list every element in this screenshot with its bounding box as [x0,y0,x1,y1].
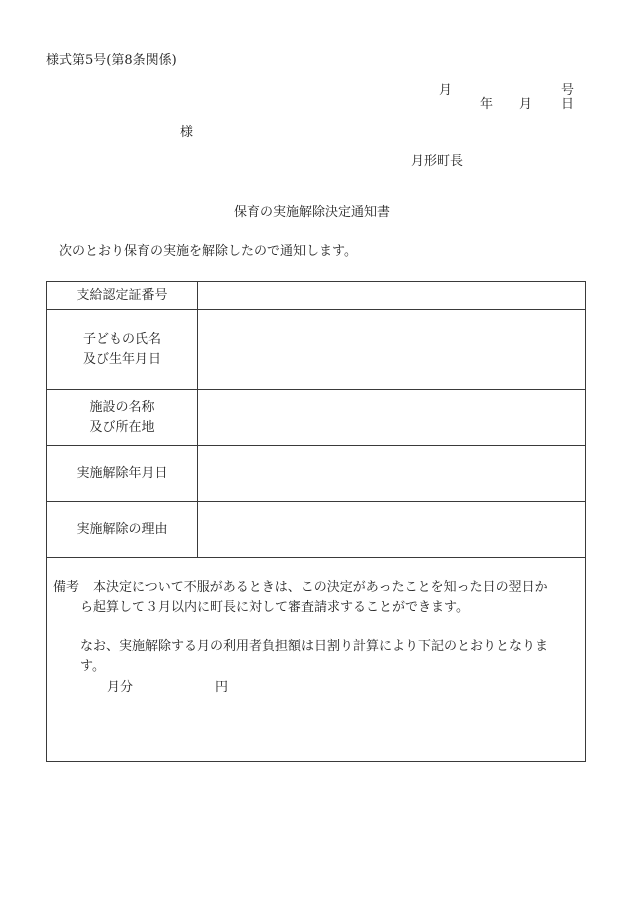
document-number-suffix: 号 [561,83,575,98]
document-title: 保育の実施解除決定通知書 [234,205,391,220]
table-row [47,558,586,762]
remarks-section [47,558,586,762]
yen-label: 円 [215,680,229,695]
table-row [47,310,586,390]
remarks-line-3: なお、実施解除する月の利用者負担額は日割り計算により下記のとおりとなりま [80,639,549,654]
value-termination-date [198,446,586,502]
remarks-line-1: 本決定について不服があるときは、この決定があったことを知った日の翌日か [93,580,548,595]
label-certificate-number: 支給認定証番号 [47,282,198,310]
date-day-label: 日 [561,97,575,112]
value-facility-name-address [198,390,586,446]
date-year-label: 年 [480,97,494,112]
remarks-line-4: す。 [80,659,105,674]
table-row [47,446,586,502]
value-certificate-number [198,282,586,310]
issuer-name: 月形町長 [411,154,464,169]
label-facility-name-address: 施設の名称 及び所在地 [47,390,198,446]
document-number-month: 月 [439,83,453,98]
table-row [47,282,586,310]
label-child-name-birthdate: 子どもの氏名 及び生年月日 [47,310,198,390]
remarks-heading: 備考 [53,580,80,595]
label-termination-date: 実施解除年月日 [47,446,198,502]
intro-text: 次のとおり保育の実施を解除したので通知します。 [59,244,357,259]
addressee-honorific: 様 [180,125,194,140]
table-row [47,502,586,558]
label-termination-reason: 実施解除の理由 [47,502,198,558]
value-termination-reason [198,502,586,558]
table-row [47,390,586,446]
date-month-label: 月 [519,97,533,112]
month-portion-label: 月分 [107,680,134,695]
value-child-name-birthdate [198,310,586,390]
form-number: 様式第5号(第8条関係) [46,53,177,68]
remarks-line-2: ら起算して３月以内に町長に対して審査請求することができます。 [80,600,469,615]
notice-table [46,281,586,762]
